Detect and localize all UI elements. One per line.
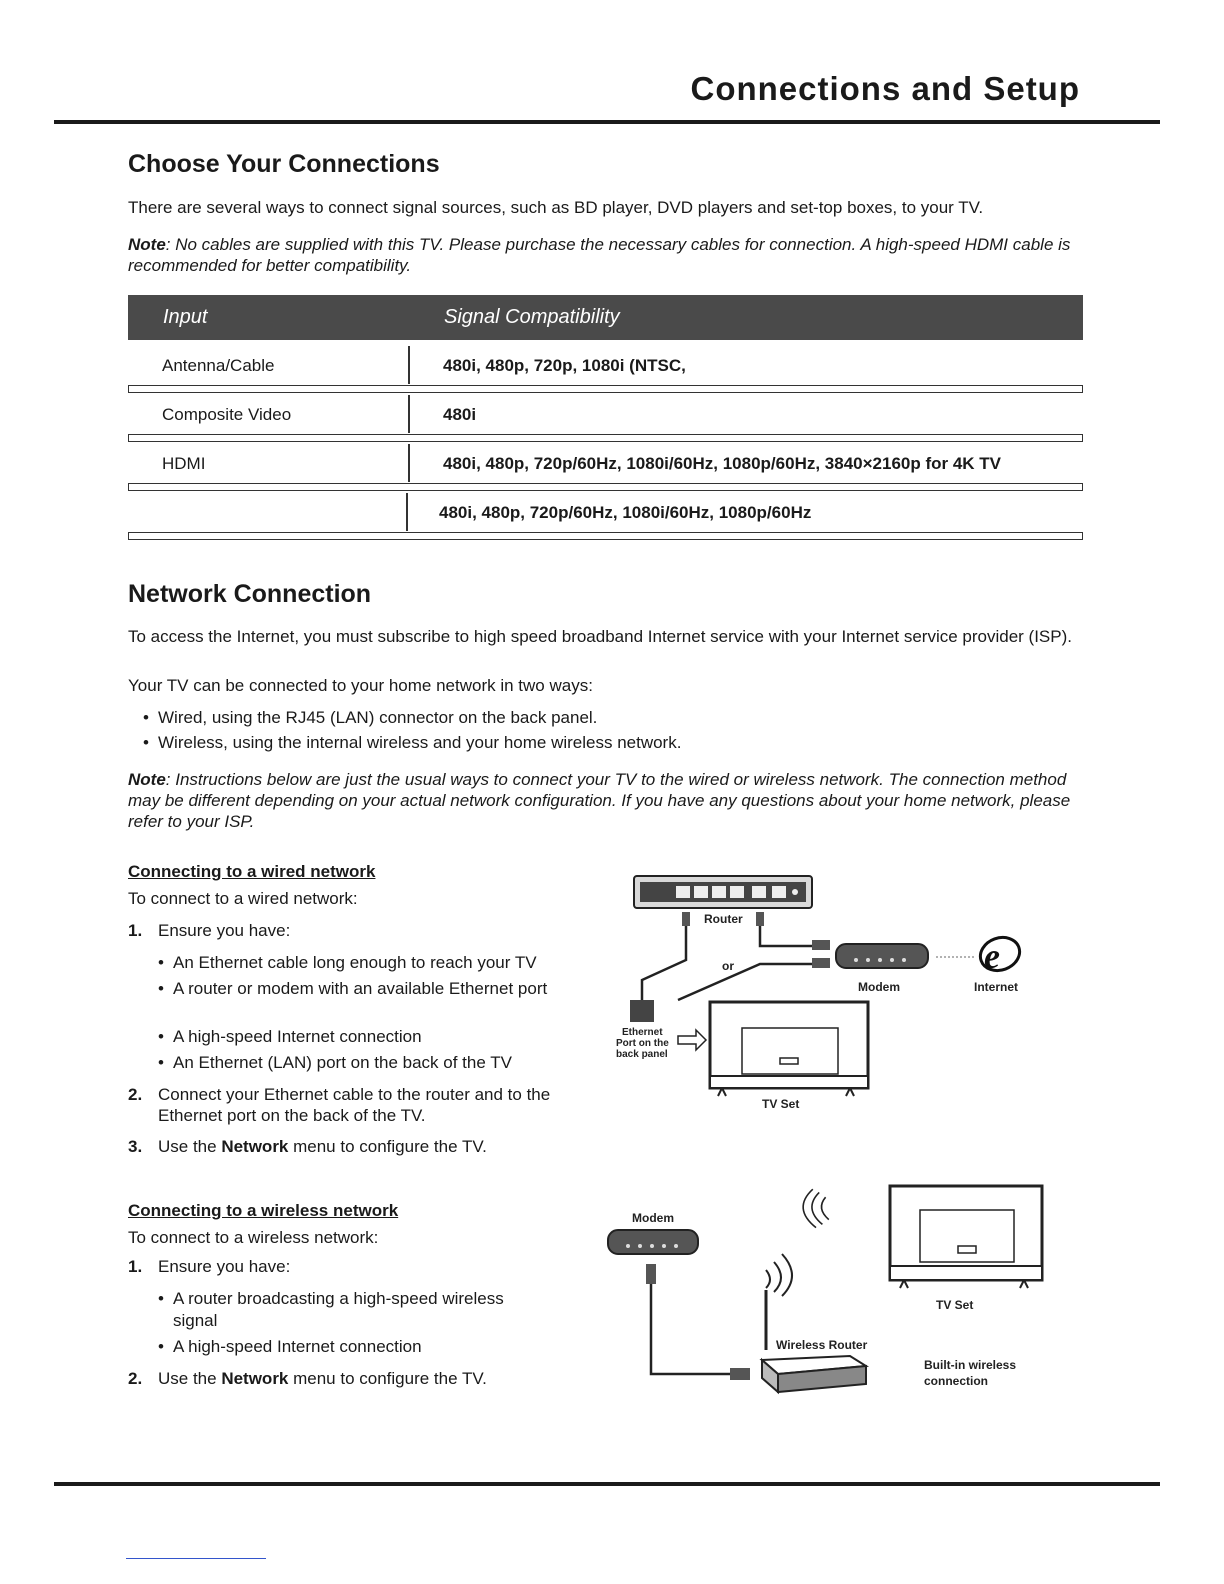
row-separator bbox=[128, 483, 1083, 491]
row-input: Composite Video bbox=[162, 405, 292, 424]
alt-cable bbox=[678, 964, 814, 1000]
ethernet-cable bbox=[642, 926, 686, 1000]
wired-heading: Connecting to a wired network bbox=[128, 862, 376, 881]
column-divider bbox=[406, 493, 408, 531]
table-header bbox=[128, 295, 1083, 340]
svg-text:e: e bbox=[984, 936, 1000, 976]
table-row bbox=[128, 444, 1083, 493]
wireless-router-label: Wireless Router bbox=[776, 1338, 868, 1352]
table-row bbox=[128, 346, 1083, 395]
builtin-label-1: Built-in wireless bbox=[924, 1358, 1017, 1372]
internet-icon bbox=[976, 932, 1025, 976]
header-signal: Signal Compatibility bbox=[444, 306, 620, 328]
modem-label: Modem bbox=[632, 1211, 674, 1225]
row-signal: 480i, 480p, 720p/60Hz, 1080i/60Hz, 1080p/60Hz bbox=[439, 503, 812, 522]
row-separator bbox=[128, 385, 1083, 393]
modem-label: Modem bbox=[858, 980, 900, 994]
column-divider bbox=[408, 444, 410, 482]
footer-rule bbox=[54, 1482, 1160, 1486]
eth-label-1: Ethernet bbox=[622, 1027, 663, 1038]
choose-note bbox=[128, 234, 1088, 276]
column-divider bbox=[408, 346, 410, 384]
choose-intro: There are several ways to connect signal sources, such as BD player, DVD players and set-top boxes, to your TV. bbox=[128, 198, 984, 217]
row-input: HDMI bbox=[162, 454, 206, 473]
or-label: or bbox=[722, 959, 734, 973]
header-input: Input bbox=[163, 306, 208, 328]
wired-intro: To connect to a wired network: bbox=[128, 889, 358, 908]
router-icon bbox=[634, 876, 812, 908]
network-heading: Network Connection bbox=[128, 580, 372, 608]
header-rule bbox=[54, 120, 1160, 124]
ethernet-port-icon bbox=[630, 1000, 654, 1022]
row-separator bbox=[128, 434, 1083, 442]
internet-label: Internet bbox=[974, 980, 1019, 994]
wireless-intro: To connect to a wireless network: bbox=[128, 1228, 379, 1247]
row-signal: 480i, 480p, 720p, 1080i (NTSC, bbox=[443, 356, 686, 375]
ethernet-plug-icon bbox=[682, 912, 690, 926]
modem-icon bbox=[608, 1230, 698, 1254]
table-row bbox=[128, 395, 1083, 444]
wired-network-diagram bbox=[600, 860, 1050, 1120]
tv-icon bbox=[710, 1002, 868, 1096]
eth-label-3: back panel bbox=[616, 1049, 668, 1060]
column-divider bbox=[408, 395, 410, 433]
signal-table bbox=[128, 295, 1083, 542]
wifi-signal-icon bbox=[803, 1189, 829, 1227]
modem-icon bbox=[836, 944, 928, 968]
note-label: Note bbox=[128, 235, 166, 254]
row-separator bbox=[128, 532, 1083, 540]
choose-heading: Choose Your Connections bbox=[128, 150, 440, 178]
eth-label-2: Port on the bbox=[616, 1038, 669, 1049]
tv-icon bbox=[890, 1186, 1042, 1288]
row-signal: 480i bbox=[443, 405, 477, 424]
wireless-router-icon bbox=[762, 1254, 866, 1392]
row-signal: 480i, 480p, 720p/60Hz, 1080i/60Hz, 1080p/60Hz, 3840×2160p for 4K TV bbox=[443, 454, 1002, 473]
network-p1: To access the Internet, you must subscribe to high speed broadband Internet service with your Internet service provider (ISP). bbox=[128, 627, 1072, 646]
router-label: Router bbox=[704, 912, 743, 926]
ethernet-plug-icon bbox=[646, 1264, 656, 1284]
note-label: Note bbox=[128, 770, 166, 789]
ethernet-cable bbox=[651, 1284, 732, 1374]
tv-label: TV Set bbox=[936, 1298, 974, 1312]
builtin-label-2: connection bbox=[924, 1374, 989, 1388]
footer-link-line bbox=[126, 1558, 266, 1559]
modem-cable bbox=[760, 926, 814, 946]
arrow-icon bbox=[678, 1030, 706, 1050]
wireless-heading: Connecting to a wireless network bbox=[128, 1201, 399, 1220]
network-p2: Your TV can be connected to your home network in two ways: bbox=[128, 676, 593, 695]
ethernet-plug-icon bbox=[756, 912, 764, 926]
page-title: Connections and Setup bbox=[690, 70, 1080, 107]
network-note bbox=[128, 769, 1086, 832]
row-input: Antenna/Cable bbox=[162, 356, 275, 375]
note-text: : No cables are supplied with this TV. Please purchase the necessary cables for connection. A high-speed HDMI cable is recommended for better compatibility. bbox=[128, 235, 1071, 275]
table-row bbox=[128, 493, 1083, 542]
note-text: : Instructions below are just the usual ways to connect your TV to the wired or wireless network. The connection method may be different depending on your actual network configuration. If you have any questions about your home network, please refer to your ISP. bbox=[128, 770, 1071, 831]
wireless-network-diagram bbox=[600, 1180, 1060, 1400]
tv-label: TV Set bbox=[762, 1097, 800, 1111]
